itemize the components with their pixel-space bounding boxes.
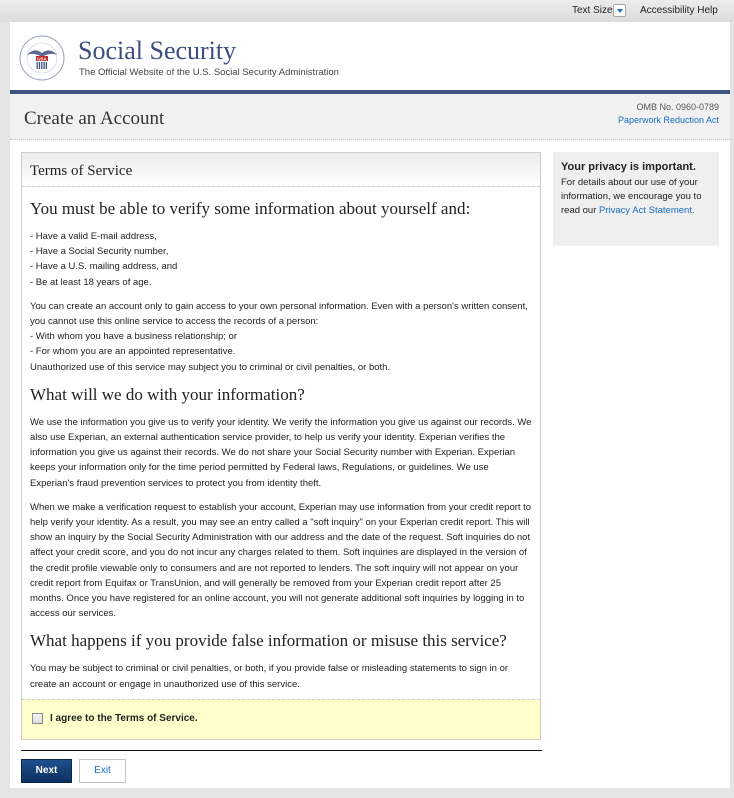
site-subtitle: The Official Website of the U.S. Social Security Administration [79, 67, 339, 78]
requirement-item: - Be at least 18 years of age. [30, 276, 152, 288]
privacy-end: . [691, 205, 695, 216]
page-title: Create an Account [24, 108, 165, 129]
restriction-item: - For whom you are an appointed representative. [30, 346, 236, 358]
privacy-title: Your privacy is important. [561, 161, 696, 173]
ssa-seal-logo[interactable] [19, 35, 65, 81]
privacy-text [561, 176, 711, 218]
text-size-label[interactable]: Text Size [572, 5, 613, 16]
requirements-list [30, 229, 532, 290]
page-container [10, 22, 730, 788]
privacy-act-statement-link[interactable]: Privacy Act Statement [599, 205, 692, 216]
site-title[interactable]: Social Security [78, 36, 237, 65]
section-heading-information-use: What will we do with your information? [30, 384, 305, 404]
requirement-item: - Have a valid E-mail address, [30, 231, 157, 242]
restriction-block [30, 299, 532, 375]
terms-of-service-panel [21, 152, 541, 740]
svg-text:USA: USA [37, 56, 47, 62]
section-heading-false-information: What happens if you provide false information or misuse this service? [30, 631, 507, 651]
terms-body [22, 199, 540, 692]
penalties-paragraph: You may be subject to criminal or civil penalties, or both, if you provide false or misleading statements to sign in or create an account or engage in unauthorized use of this service. [30, 663, 509, 690]
section-heading-verify: You must be able to verify some information about yourself and: [30, 199, 471, 218]
terms-panel-title: Terms of Service [30, 163, 133, 179]
agree-label[interactable]: I agree to the Terms of Service. [50, 713, 198, 724]
terms-panel-header [22, 153, 540, 187]
soft-inquiry-paragraph: When we make a verification request to establish your account, Experian may use information from your credit report to help verify your identity. As a result, you may see an entry called a "soft inquiry" on your Experian credit report. This will show an inquiry by the Social Security Administration with our address and the date of the request. Soft inquiries do not affect your credit score, and you do not incur any charges related to them. Soft inquiries are displayed in the version of the credit profile viewable only to consumers and are not reported to lenders. The soft inquiry will not appear on your credit report from Equifax or TransUnion, and will generally be removed from your Experian credit report after 25 months. Once you have registered for an online account, you will not generate additional soft inquiries by logging in to access our services. [30, 501, 532, 620]
restriction-item: - With whom you have a business relationship; or [30, 331, 237, 343]
exit-button[interactable]: Exit [79, 759, 126, 783]
unauthorized-warning: Unauthorized use of this service may subject you to criminal or civil penalties, or both. [30, 361, 391, 373]
privacy-notice-box [553, 152, 719, 246]
text-size-dropdown-icon[interactable] [613, 4, 626, 17]
accessibility-help-link[interactable]: Accessibility Help [640, 5, 718, 16]
requirement-item: - Have a Social Security number, [30, 246, 169, 258]
utility-bar [0, 0, 734, 22]
omb-number: OMB No. 0960-0789 [636, 102, 719, 112]
next-button[interactable]: Next [21, 759, 72, 783]
agree-checkbox[interactable] [32, 713, 43, 724]
agree-row [22, 699, 540, 739]
information-use-paragraph: We use the information you give us to verify your identity. We verify the information you give us against our records. We also use Experian, an external authentication service provider, to help us verify your identity. Experian verifies the information you give us against their records. We do not share your Social Security number with Experian. Experian keeps your information only for the time period permitted by Federal laws, Regulations, or guidelines. We use Experian's fraud prevention services to protect you from identity theft. [30, 416, 532, 489]
title-band [10, 94, 730, 140]
requirement-item: - Have a U.S. mailing address, and [30, 261, 178, 273]
site-header [10, 22, 730, 90]
restriction-intro: You can create an account only to gain access to your own personal information. Even with a person's written consent, you cannot use this online service to access the records of a person: [30, 300, 528, 328]
privacy-body: For details about our use of your information, we encourage you to read our [561, 177, 702, 216]
actions-divider [21, 750, 542, 751]
window-edge [730, 22, 734, 798]
paperwork-reduction-act-link[interactable]: Paperwork Reduction Act [617, 115, 719, 125]
